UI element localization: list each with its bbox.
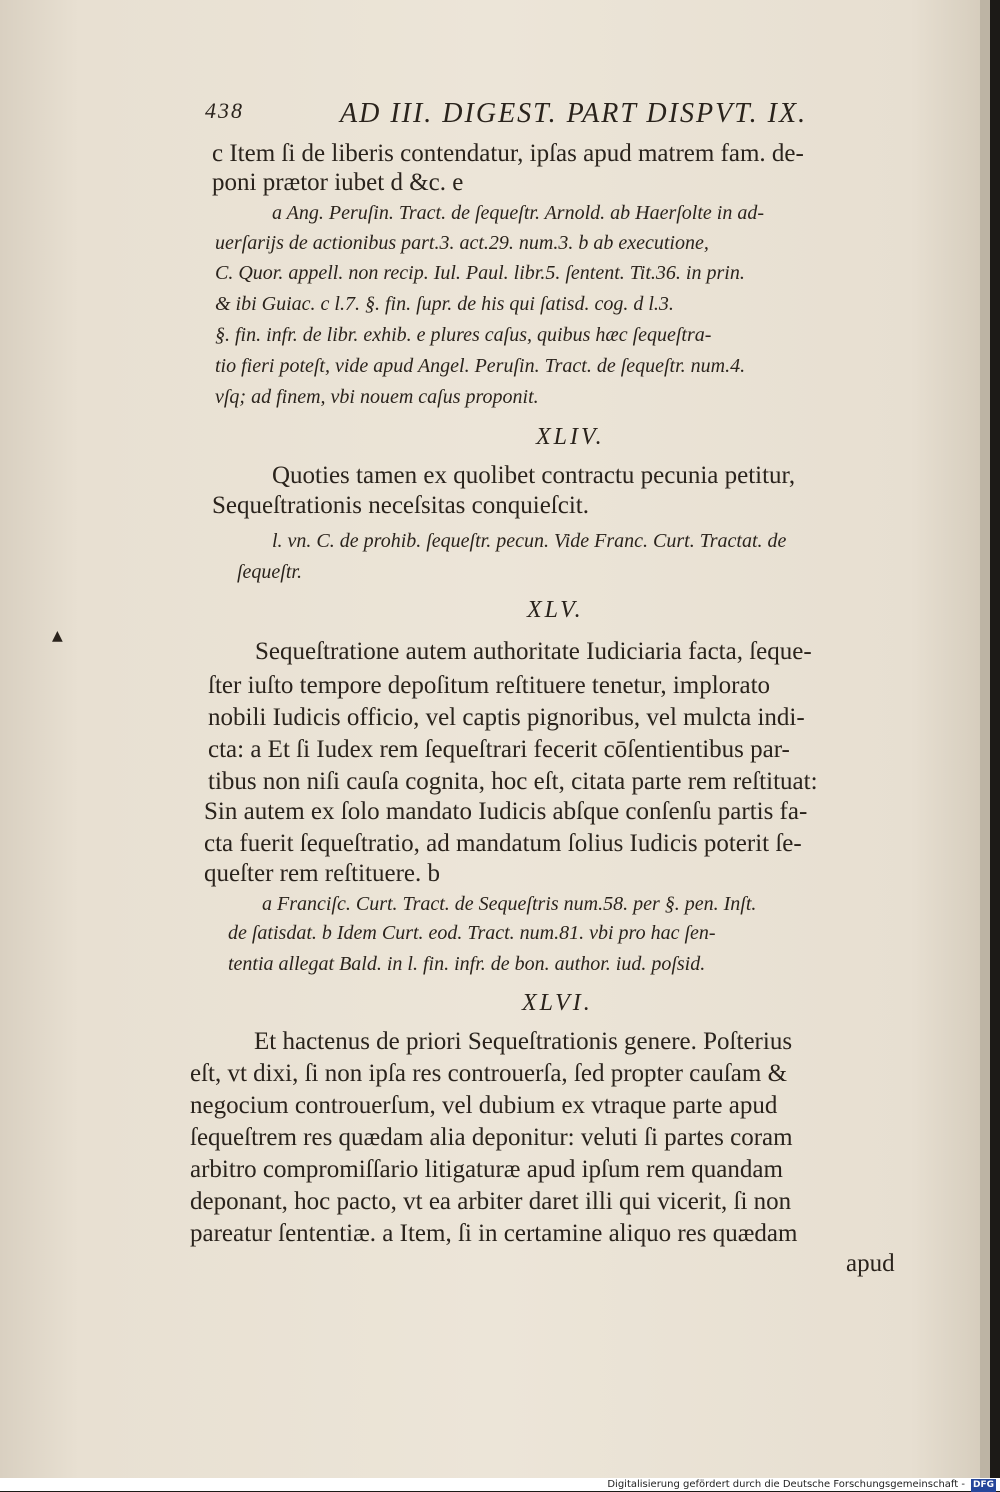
text-line: c Item ſi de liberis contendatur, ipſas apud matrem fam. de- — [212, 140, 804, 167]
footer-bar — [0, 1478, 1000, 1491]
running-title: AD III. DIGEST. PART DISPVT. IX. — [340, 98, 808, 129]
running-header — [205, 98, 905, 138]
text-line: cta: a Et ſi Iudex rem ſequeſtrari fecerit cōſentientibus par- — [208, 736, 790, 763]
note-line: a Franciſc. Curt. Tract. de Sequeſtris num.58. per §. pen. Inſt. — [262, 893, 757, 915]
note-line: C. Quor. appell. non recip. Iul. Paul. libr.5. ſentent. Tit.36. in prin. — [215, 262, 745, 284]
text-line: ſequeſtrem res quædam alia deponitur: veluti ſi partes coram — [190, 1124, 793, 1151]
text-line: Quoties tamen ex quolibet contractu pecunia petitur, — [272, 462, 796, 489]
note-line: tio fieri poteſt, vide apud Angel. Peruſin. Tract. de ſequeſtr. num.4. — [215, 355, 746, 377]
page-edge — [980, 0, 990, 1478]
margin-mark: ▲ — [52, 628, 63, 644]
text-line: negocium controuerſum, vel dubium ex vtraque parte apud — [190, 1092, 778, 1119]
section-number: XLVI. — [522, 990, 593, 1016]
note-line: de ſatisdat. b Idem Curt. eod. Tract. num.81. vbi pro hac ſen- — [228, 922, 716, 944]
note-line: tentia allegat Bald. in l. fin. infr. de bon. author. iud. poſsid. — [228, 953, 706, 975]
text-line: Sequeſtratione autem authoritate Iudiciaria facta, ſeque- — [255, 638, 812, 665]
text-line: arbitro compromiſſario litigaturæ apud ipſum rem quandam — [190, 1156, 783, 1183]
text-line: Sin autem ex ſolo mandato Iudicis abſque conſenſu partis fa- — [204, 798, 808, 825]
text-line: apud — [846, 1250, 895, 1277]
text-line: deponant, hoc pacto, vt ea arbiter daret illi qui vicerit, ſi non — [190, 1188, 792, 1215]
section-number: XLIV. — [536, 424, 605, 450]
text-line: eſt, vt dixi, ſi non ipſa res controuerſa, ſed propter cauſam & — [190, 1060, 788, 1087]
section-number: XLV. — [527, 597, 584, 623]
text-line: pareatur ſententiæ. a Item, ſi in certamine aliquo res quædam — [190, 1220, 798, 1247]
page-number: 438 — [205, 98, 244, 123]
note-line: a Ang. Peruſin. Tract. de ſequeſtr. Arnold. ab Haerſolte in ad- — [272, 202, 765, 224]
dfg-logo: DFG — [972, 1480, 994, 1490]
text-line: ſter iuſto tempore depoſitum reſtituere tenetur, implorato — [208, 672, 771, 699]
note-line: l. vn. C. de prohib. ſequeſtr. pecun. Vide Franc. Curt. Tractat. de — [272, 530, 787, 552]
text-line: queſter rem reſtituere. b — [204, 860, 440, 887]
note-line: ſequeſtr. — [237, 561, 302, 583]
text-line: tibus non niſi cauſa cognita, hoc eſt, citata parte rem reſtituat: — [208, 768, 818, 795]
text-line: cta fuerit ſequeſtratio, ad mandatum ſolius Iudicis poterit ſe- — [204, 830, 802, 857]
note-line: & ibi Guiac. c l.7. §. fin. ſupr. de his qui ſatisd. cog. d l.3. — [215, 293, 674, 315]
footer-credit: Digitalisierung gefördert durch die Deutsche Forschungsgemeinschaft - — [607, 1479, 965, 1490]
text-line: nobili Iudicis officio, vel captis pignoribus, vel mulcta indi- — [208, 704, 805, 731]
text-line: Et hactenus de priori Sequeſtrationis genere. Poſterius — [254, 1028, 793, 1055]
text-line: poni prætor iubet d &c. e — [212, 169, 464, 196]
note-line: vſq; ad finem, vbi nouem caſus proponit. — [215, 386, 539, 408]
note-line: §. fin. infr. de libr. exhib. e plures caſus, quibus hæc ſequeſtra- — [215, 324, 712, 346]
text-line: Sequeſtrationis neceſsitas conquieſcit. — [212, 492, 589, 519]
note-line: uerſarijs de actionibus part.3. act.29. num.3. b ab executione, — [215, 232, 709, 254]
